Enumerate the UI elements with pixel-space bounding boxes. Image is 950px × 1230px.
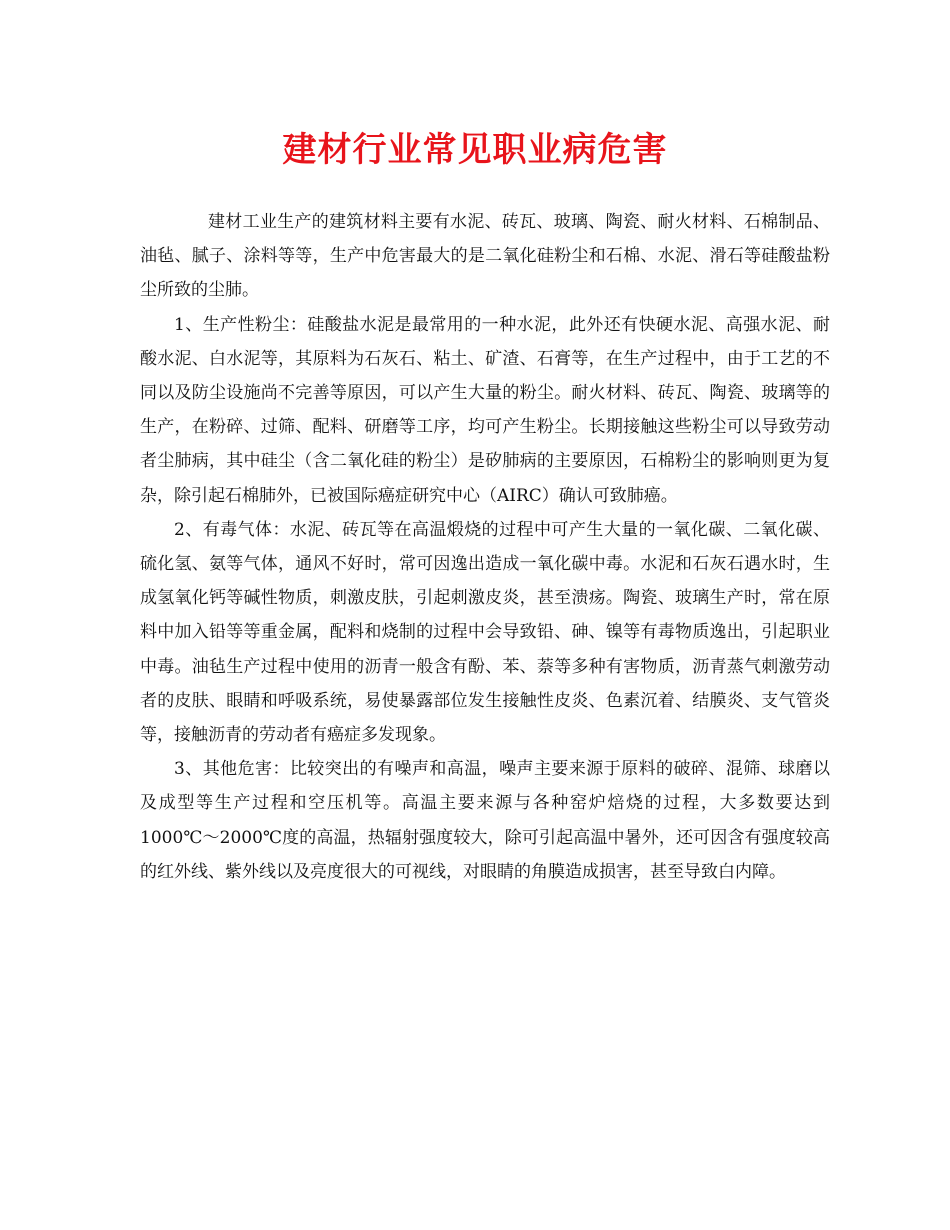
document-body — [140, 205, 830, 889]
toxic-gas-paragraph: 2、有毒气体：水泥、砖瓦等在高温煅烧的过程中可产生大量的一氧化碳、二氧化碳、硫化氢、氨等气体，通风不好时，常可因逸出造成一氧化碳中毒。水泥和石灰石遇水时，生成氢氧化钙等碱性物质，刺激皮肤，引起刺激皮炎，甚至溃疡。陶瓷、玻璃生产时，常在原料中加入铅等等重金属，配料和烧制的过程中会导致铅、砷、镍等有毒物质逸出，引起职业中毒。油毡生产过程中使用的沥青一般含有酚、苯、萘等多种有害物质，沥青蒸气刺激劳动者的皮肤、眼睛和呼吸系统，易使暴露部位发生接触性皮炎、色素沉着、结膜炎、支气管炎等，接触沥青的劳动者有癌症多发现象。 — [140, 519, 830, 746]
dust-hazard-paragraph: 1、生产性粉尘：硅酸盐水泥是最常用的一种水泥，此外还有快硬水泥、高强水泥、耐酸水泥、白水泥等，其原料为石灰石、粘土、矿渣、石膏等，在生产过程中，由于工艺的不同以及防尘设施尚不完善等原因，可以产生大量的粉尘。耐火材料、砖瓦、陶瓷、玻璃等的生产，在粉碎、过筛、配料、研磨等工序，均可产生粉尘。长期接触这些粉尘可以导致劳动者尘肺病，其中硅尘（含二氧化硅的粉尘）是矽肺病的主要原因，石棉粉尘的影响则更为复杂，除引起石棉肺外，已被国际癌症研究中心（AIRC）确认可致肺癌。 — [140, 314, 830, 506]
other-hazards-paragraph: 3、其他危害：比较突出的有噪声和高温，噪声主要来源于原料的破碎、混筛、球磨以及成型等生产过程和空压机等。高温主要来源与各种窑炉焙烧的过程，大多数要达到1000℃～2000℃度的高温，热辐射强度较大，除可引起高温中暑外，还可因含有强度较高的红外线、紫外线以及亮度很大的可视线，对眼睛的角膜造成损害，甚至导致白内障。 — [140, 759, 830, 882]
intro-paragraph: 建材工业生产的建筑材料主要有水泥、砖瓦、玻璃、陶瓷、耐火材料、石棉制品、油毡、腻子、涂料等等，生产中危害最大的是二氧化硅粉尘和石棉、水泥、滑石等硅酸盐粉尘所致的尘肺。 — [140, 212, 830, 301]
document-title: 建材行业常见职业病危害 — [282, 130, 668, 170]
